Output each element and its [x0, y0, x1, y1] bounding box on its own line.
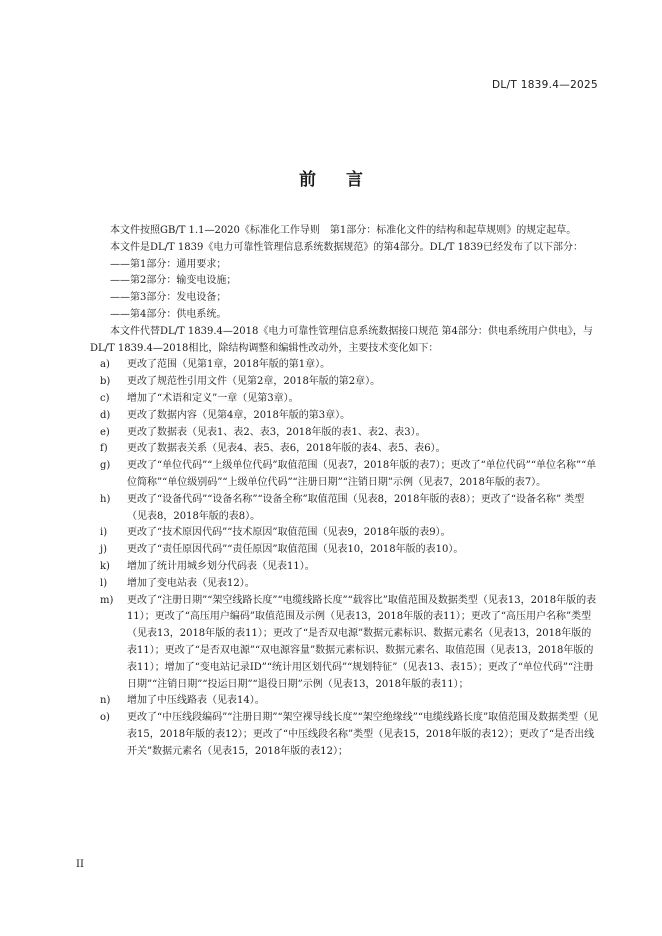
list-marker: l) [100, 577, 108, 589]
changes-list [90, 357, 600, 760]
change-text: 更改了“技术原因代码”“技术原因”取值范围（见表9，2018年版的表9）。 [127, 527, 451, 539]
change-item-h [90, 492, 600, 526]
list-marker: k) [100, 560, 110, 572]
change-item-n [90, 693, 600, 710]
page-title: 前言 [299, 170, 393, 190]
list-marker: a) [100, 359, 110, 371]
part-item: ——第3部分：发电设备； [110, 292, 227, 304]
change-text: 增加了中压线路表（见表14）。 [127, 695, 265, 707]
replaces-paragraph: 本文件代替DL/T 1839.4—2018《电力可靠性管理信息系统数据接口规范 第4部分：供电系统用户供电》，与DL/T 1839.4—2018相比，除结构调整和编辑性改动外，主要技术变化如下： [90, 325, 593, 354]
part-item: ——第4部分：供电系统。 [110, 308, 227, 320]
change-text: 更改了范围（见第1章，2018年版的第1章）。 [127, 359, 331, 371]
change-text: 更改了“中压线段编码”“注册日期”“架空裸导线长度”“架空绝缘线”“电缆线路长度”取值范围及数据类型（见表15，2018年版的表12）；更改了“中压线段名称”类型（见表15，2018年版的表12）；更改了“是否出线开关”数据元素名（见表15，2018年版的表12）； [127, 712, 599, 757]
list-marker: i) [100, 527, 108, 539]
list-marker: b) [100, 376, 111, 388]
change-text: 增加了统计用城乡划分代码表（见表11）。 [127, 560, 315, 572]
list-marker: m) [100, 594, 114, 606]
page-number: II [76, 859, 84, 870]
list-marker: h) [100, 493, 111, 505]
foreword-body [90, 223, 600, 761]
change-text: 更改了数据表（见表1、表2、表3，2018年版的表1、表2、表3）。 [127, 426, 426, 438]
part-item: ——第2部分：输变电设施； [110, 275, 237, 287]
list-marker: c) [100, 392, 110, 404]
list-marker: o) [100, 712, 110, 724]
change-text: 更改了“单位代码”“上级单位代码”取值范围（见表7，2018年版的表7）；更改了“单位代码”“单位名称”“单位简称”“单位级别码”“上级单位代码”“注册日期”“注销日期”示例（见表7，2018年版的表7）。 [127, 460, 597, 488]
list-marker: j) [100, 544, 108, 556]
standard-code-header: DL/T 1839.4—2025 [492, 79, 598, 91]
change-item-e [90, 425, 600, 442]
change-item-f [90, 441, 600, 458]
change-text: 更改了“责任原因代码”“责任原因”取值范围（见表10，2018年版的表10）。 [127, 544, 464, 556]
list-marker: f) [100, 443, 108, 455]
change-item-k [90, 559, 600, 576]
change-item-b [90, 374, 600, 391]
list-marker: e) [100, 426, 110, 438]
change-item-j [90, 542, 600, 559]
intro-paragraph-series: 本文件是DL/T 1839《电力可靠性管理信息系统数据规范》的第4部分。DL/T 1839已经发布了以下部分： [110, 241, 584, 253]
change-text: 更改了数据内容（见第4章，2018年版的第3章）。 [127, 409, 351, 421]
change-text: 更改了“注册日期”“架空线路长度”“电缆线路长度”“载容比”取值范围及数据类型（见表13，2018年版的表11）；更改了“高压用户编码”取值范围及示例（见表13，2018年版的表11）；更改了“高压用户名称”类型（见表13，2018年版的表11）；更改了“是否双电源”数据元素标识、数据元素名（见表13，2018年版的表11）；更改了“是否双电源”“双电源容量”数据元素标识、数据元素名、取值范围（见表13，2018年版的表11）；增加了“变电站记录ID”“统计用区划代码”“规划特征”（见表13、表15）；更改了“单位代码”“注册日期”“注销日期”“投运日期”“退役日期”示例（见表13，2018年版的表11）； [127, 594, 597, 690]
change-item-a [90, 357, 600, 374]
change-item-d [90, 408, 600, 425]
intro-paragraph-drafting: 本文件按照GB/T 1.1—2020《标准化工作导则 第1部分：标准化文件的结构和起草规则》的规定起草。 [110, 225, 577, 236]
list-marker: d) [100, 409, 111, 421]
change-text: 更改了“设备代码”“设备名称”“设备全称”取值范围（见表8，2018年版的表8）；更改了“设备名称” 类型（见表8，2018年版的表8）。 [127, 493, 585, 522]
change-item-i [90, 525, 600, 542]
parts-list [90, 257, 600, 324]
change-item-g [90, 458, 600, 492]
change-item-m [90, 593, 600, 694]
change-item-o [90, 710, 600, 760]
part-item: ——第1部分：通用要求； [110, 258, 227, 270]
list-marker: g) [100, 460, 111, 472]
change-text: 更改了规范性引用文件（见第2章，2018年版的第2章）。 [127, 376, 381, 388]
change-item-l [90, 576, 600, 593]
change-text: 增加了“术语和定义”一章（见第3章）。 [127, 392, 299, 404]
change-text: 更改了数据表关系（见表4、表5、表6，2018年版的表4、表5、表6）。 [127, 443, 446, 455]
change-item-c [90, 391, 600, 408]
list-marker: n) [100, 695, 111, 707]
change-text: 增加了变电站表（见表12）。 [127, 577, 255, 589]
